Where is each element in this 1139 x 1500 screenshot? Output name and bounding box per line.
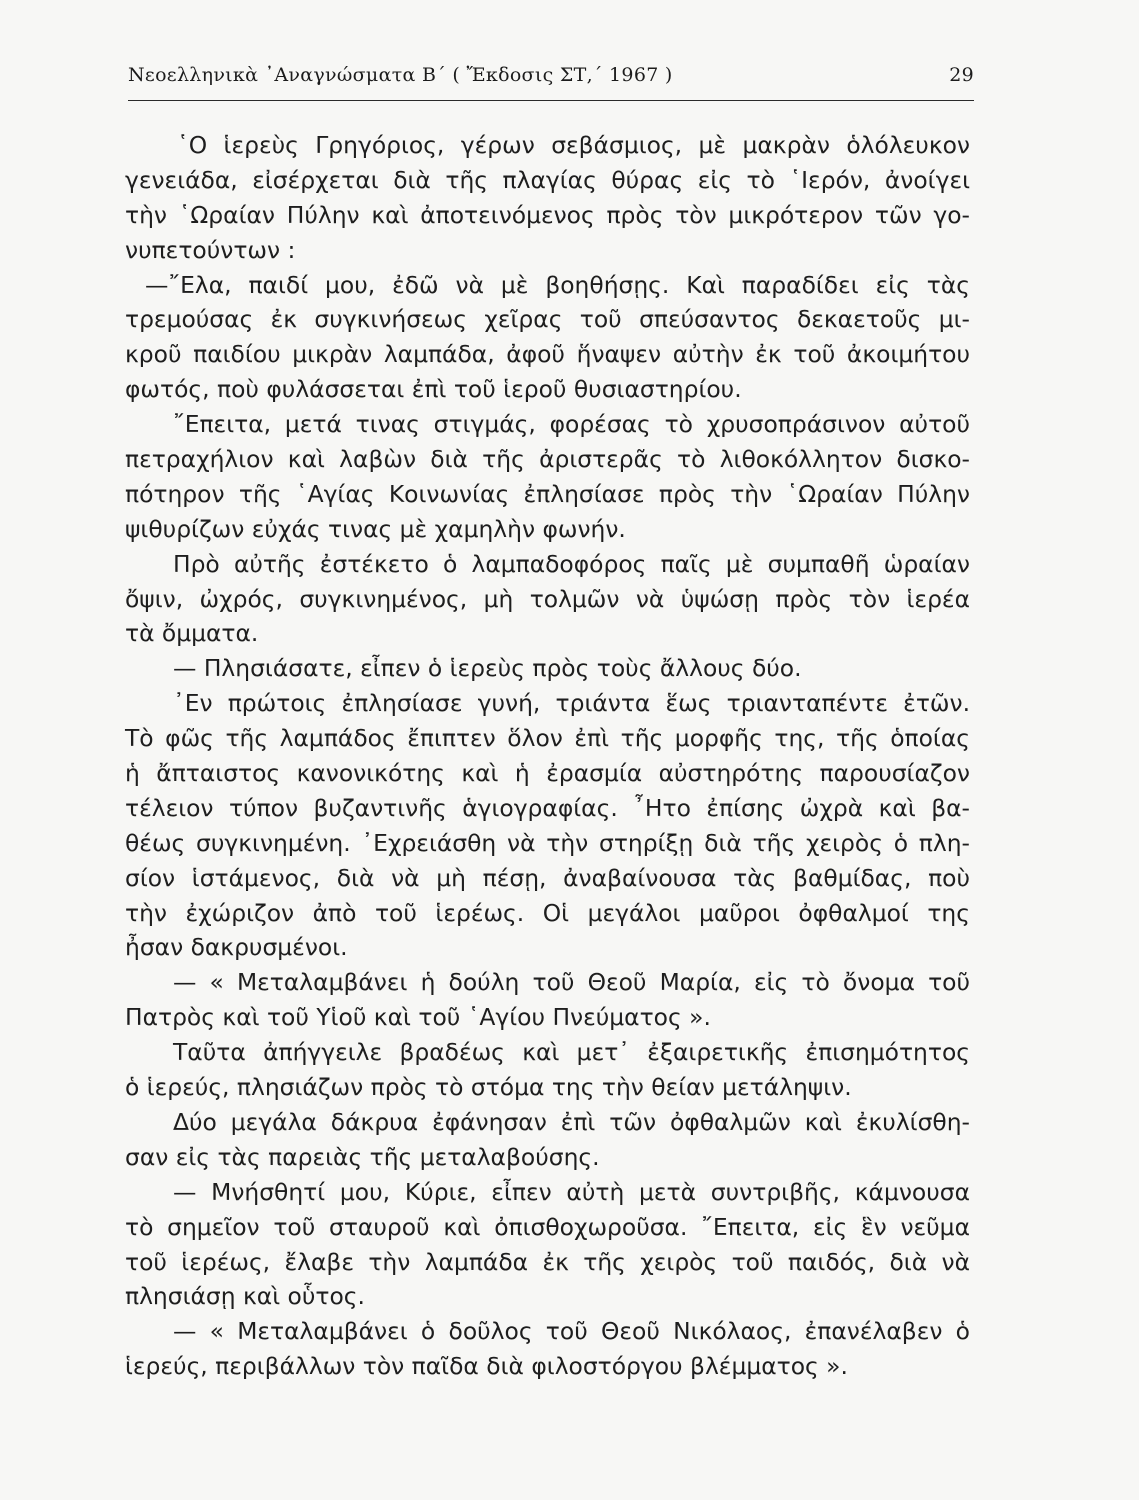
- text-line: ἦσαν δακρυσμένοι.: [125, 933, 348, 962]
- text-line: Ταῦτα ἀπήγγειλε βραδέως καὶ μετ᾿ ἐξαιρετικῆς ἐπισημότητος: [173, 1038, 970, 1067]
- text-line: πότηρον τῆς ῾Αγίας Κοινωνίας ἐπλησίασε πρὸς τὴν ῾Ωραίαν Πύλην: [125, 479, 970, 508]
- text-line: τὴν ἐχώριζον ἀπὸ τοῦ ἱερέως. Οἱ μεγάλοι μαῦροι ὀφθαλμοί της: [125, 898, 970, 927]
- text-line: Πρὸ αὐτῆς ἐστέκετο ὁ λαμπαδοφόρος παῖς μὲ συμπαθῆ ὡραίαν: [173, 549, 970, 578]
- text-line: σαν εἰς τὰς παρειὰς τῆς μεταλαβούσης.: [125, 1142, 600, 1171]
- text-line: τὸ σημεῖον τοῦ σταυροῦ καὶ ὀπισθοχωροῦσα. ῎Επειτα, εἰς ἓν νεῦμα: [125, 1212, 970, 1241]
- running-header: [128, 60, 974, 101]
- body-text: [125, 128, 970, 1384]
- text-line: — « Μεταλαμβάνει ὁ δοῦλος τοῦ Θεοῦ Νικόλαος, ἐπανέλαβεν ὁ: [173, 1317, 970, 1346]
- text-line: — Μνήσθητί μου, Κύριε, εἶπεν αὐτὴ μετὰ συντριβῆς, κάμνουσα: [173, 1177, 970, 1206]
- text-line: Τὸ φῶς τῆς λαμπάδος ἔπιπτεν ὅλον ἐπὶ τῆς μορφῆς της, τῆς ὁποίας: [125, 724, 970, 753]
- text-line: ὄψιν, ὠχρός, συγκινημένος, μὴ τολμῶν νὰ ὑψώσῃ πρὸς τὸν ἱερέα: [125, 584, 970, 613]
- text-line: τρεμούσας ἐκ συγκινήσεως χεῖρας τοῦ σπεύσαντος δεκαετοῦς μι-: [125, 305, 970, 334]
- text-line: τὰ ὄμματα.: [125, 619, 259, 648]
- text-line: νυπετούντων :: [125, 235, 296, 264]
- text-line: φωτός, ποὺ φυλάσσεται ἐπὶ τοῦ ἱεροῦ θυσιαστηρίου.: [125, 375, 742, 404]
- text-line: τὴν ῾Ωραίαν Πύλην καὶ ἀποτεινόμενος πρὸς τὸν μικρότερον τῶν γο-: [125, 200, 970, 229]
- page-number: 29: [949, 64, 974, 86]
- text-line: ῎Επειτα, μετά τινας στιγμάς, φορέσας τὸ χρυσοπράσινον αὐτοῦ: [173, 410, 970, 439]
- running-title: Νεοελληνικὰ ᾿Αναγνώσματα Β΄ ( Ἔκδοσις ΣΤ,΄ 1967 ): [128, 64, 673, 86]
- text-line: σίον ἱστάμενος, διὰ νὰ μὴ πέσῃ, ἀναβαίνουσα τὰς βαθμίδας, ποὺ: [125, 863, 970, 892]
- text-line: Δύο μεγάλα δάκρυα ἐφάνησαν ἐπὶ τῶν ὀφθαλμῶν καὶ ἐκυλίσθη-: [173, 1107, 970, 1136]
- text-line: ᾿Εν πρώτοις ἐπλησίασε γυνή, τριάντα ἕως τριανταπέντε ἐτῶν.: [173, 689, 970, 718]
- text-line: Πατρὸς καὶ τοῦ Υἱοῦ καὶ τοῦ ῾Αγίου Πνεύματος ».: [125, 1003, 711, 1032]
- text-line: πλησιάσῃ καὶ οὗτος.: [125, 1282, 365, 1311]
- text-line: — « Μεταλαμβάνει ἡ δούλη τοῦ Θεοῦ Μαρία, εἰς τὸ ὄνομα τοῦ: [173, 968, 970, 997]
- text-line: ῾Ο ἱερεὺς Γρηγόριος, γέρων σεβάσμιος, μὲ μακρὰν ὁλόλευκον: [177, 131, 970, 159]
- text-line: ψιθυρίζων εὐχάς τινας μὲ χαμηλὴν φωνήν.: [125, 514, 626, 543]
- text-line: τοῦ ἱερέως, ἔλαβε τὴν λαμπάδα ἐκ τῆς χειρὸς τοῦ παιδός, διὰ νὰ: [125, 1247, 970, 1276]
- text-line: πετραχήλιον καὶ λαβὼν διὰ τῆς ἀριστερᾶς τὸ λιθοκόλλητον δισκο-: [125, 445, 970, 474]
- text-line: ὁ ἱερεύς, πλησιάζων πρὸς τὸ στόμα της τὴν θείαν μετάληψιν.: [125, 1073, 852, 1102]
- text-line: θέως συγκινημένη. ᾿Εχρειάσθη νὰ τὴν στηρίξῃ διὰ τῆς χειρὸς ὁ πλη-: [125, 828, 970, 857]
- text-line: ἱερεύς, περιβάλλων τὸν παῖδα διὰ φιλοστόργου βλέμματος ».: [125, 1352, 848, 1381]
- text-line: — Πλησιάσατε, εἶπεν ὁ ἱερεὺς πρὸς τοὺς ἄλλους δύο.: [173, 654, 802, 683]
- text-line: —῎Ελα, παιδί μου, ἐδῶ νὰ μὲ βοηθήσῃς. Καὶ παραδίδει εἰς τὰς: [145, 270, 970, 299]
- text-line: τέλειον τύπον βυζαντινῆς ἁγιογραφίας. ῏Ητο ἐπίσης ὠχρὰ καὶ βα-: [125, 793, 970, 822]
- text-line: κροῦ παιδίου μικρὰν λαμπάδα, ἀφοῦ ἥναψεν αὐτὴν ἐκ τοῦ ἀκοιμήτου: [125, 340, 970, 369]
- text-line: ἡ ἄπταιστος κανονικότης καὶ ἡ ἐρασμία αὐστηρότης παρουσίαζον: [125, 759, 970, 788]
- text-line: γενειάδα, εἰσέρχεται διὰ τῆς πλαγίας θύρας εἰς τὸ ῾Ιερόν, ἀνοίγει: [125, 165, 970, 194]
